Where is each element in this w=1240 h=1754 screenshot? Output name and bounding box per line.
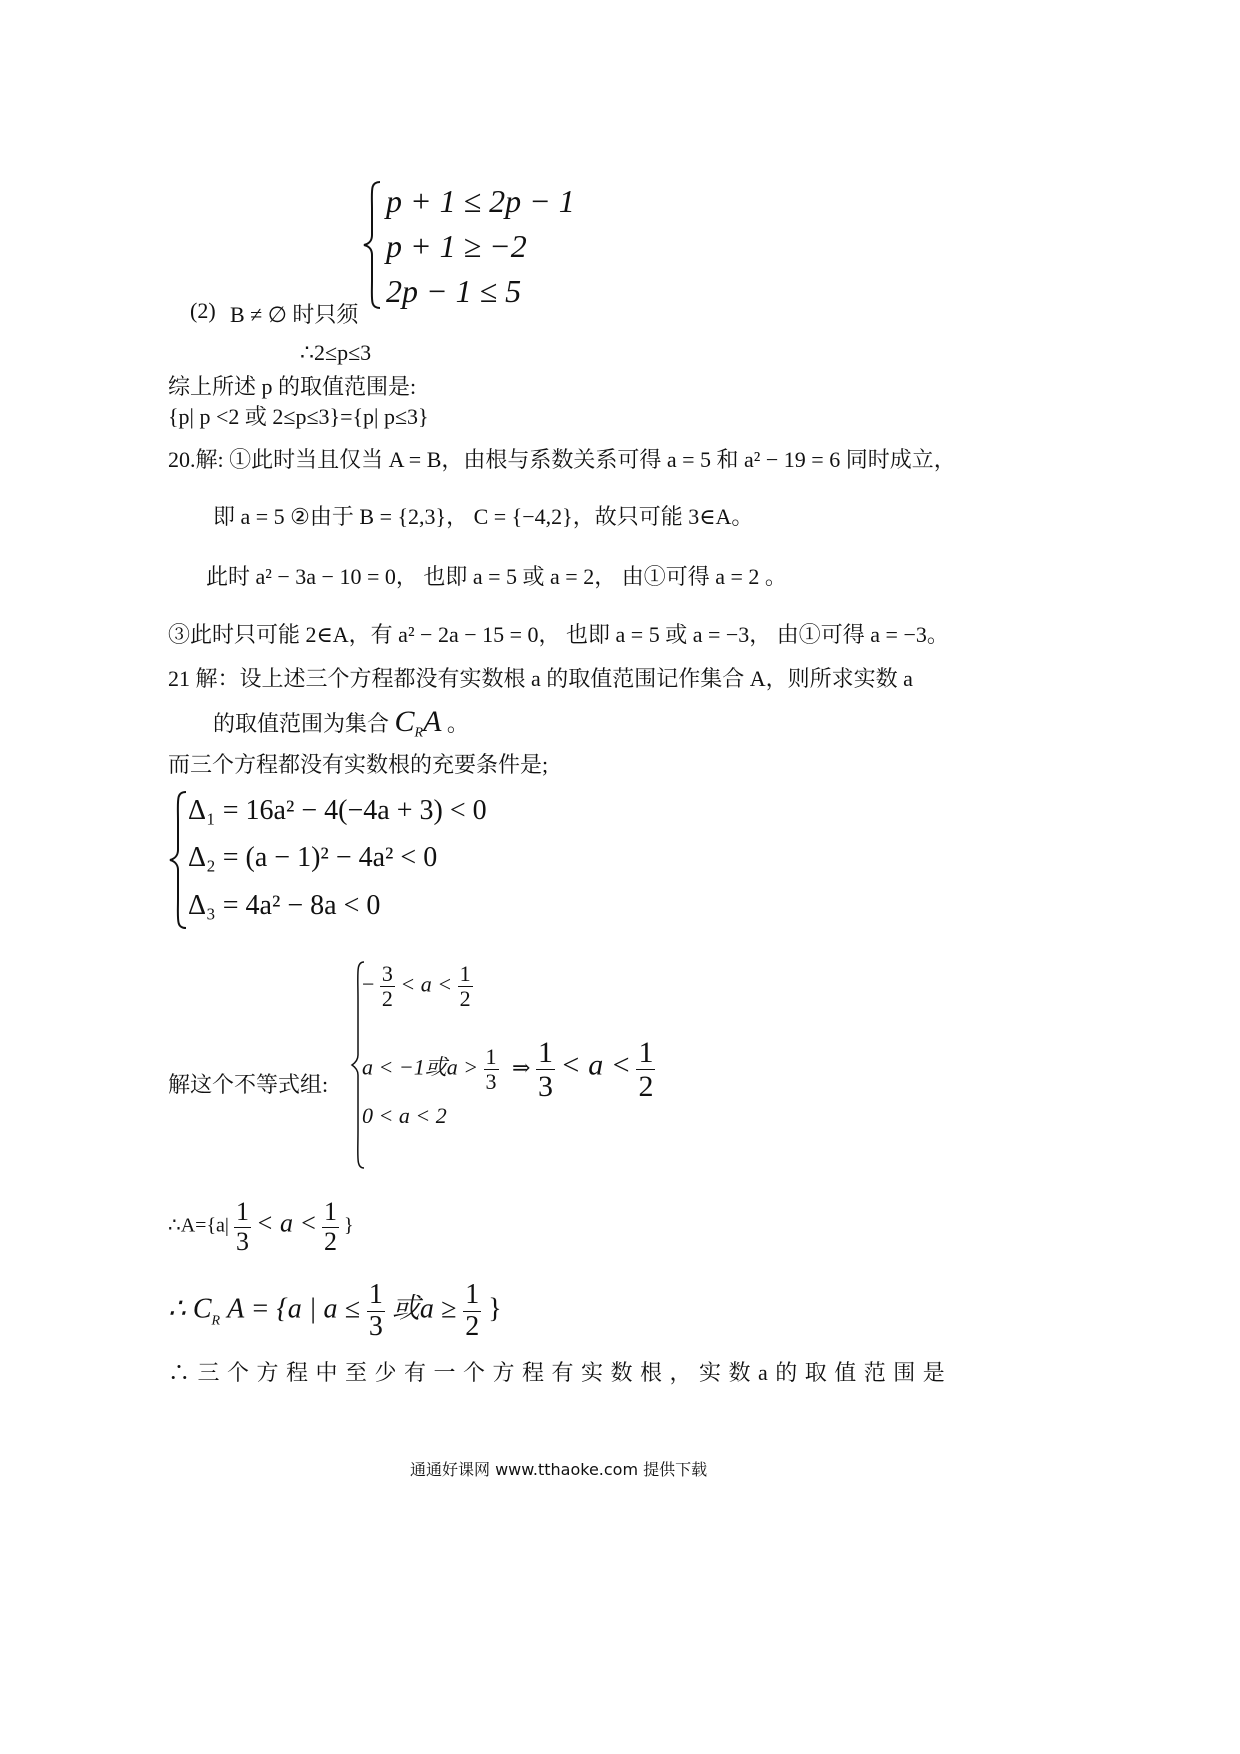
delta-1: Δ₁ = 16a² − 4(−4a + 3) < 0 bbox=[188, 795, 487, 826]
comp-den-2: 2 bbox=[465, 1310, 480, 1342]
part2-condition: B ≠ ∅ 时只须 bbox=[230, 302, 359, 327]
delta-3: Δ₃ = 4a² − 8a < 0 bbox=[188, 890, 381, 921]
q21-line-2-text: 的取值范围为集合 bbox=[213, 711, 390, 736]
system-line-2: p + 1 ≥ −2 bbox=[386, 228, 527, 264]
ineq-1-den-a: 2 bbox=[381, 986, 393, 1012]
q21-line-1: 21 解：设上述三个方程都没有实数根 a 的取值范围记作集合 A，则所求实数 a bbox=[168, 666, 913, 691]
result-den-1: 3 bbox=[537, 1070, 553, 1103]
set-a-mid: < a < bbox=[255, 1208, 318, 1238]
comp-sub: R bbox=[211, 1313, 221, 1329]
solve-label: 解这个不等式组: bbox=[168, 1072, 329, 1097]
ineq-1 bbox=[362, 962, 473, 1011]
ineq-1-mid: < a < bbox=[400, 971, 453, 997]
part2-label: (2) bbox=[190, 298, 216, 323]
comp-num-1: 1 bbox=[368, 1279, 383, 1310]
q20-line-3: 此时 a² − 3a − 10 = 0， 也即 a = 5 或 a = 2， 由①可得 a = 2 。 bbox=[206, 564, 787, 589]
q21-complement-sub: R bbox=[414, 725, 424, 741]
set-a-pre: ∴A={a| bbox=[168, 1214, 229, 1237]
ineq-1-frac-b bbox=[458, 962, 473, 1011]
comp-mid: A = {a | a ≤ bbox=[227, 1293, 360, 1325]
set-a-frac-1 bbox=[234, 1198, 251, 1256]
page-footer: 通通好课网 www.tthaoke.com 提供下载 bbox=[410, 1460, 708, 1479]
ineq-1-frac-a bbox=[380, 962, 395, 1011]
result-num-1: 1 bbox=[537, 1036, 553, 1069]
set-a-num-2: 1 bbox=[324, 1197, 338, 1226]
system-line-1: p + 1 ≤ 2p − 1 bbox=[386, 183, 575, 219]
q21-complement-a: A bbox=[423, 705, 442, 738]
comp-or: 或a ≥ bbox=[391, 1293, 457, 1325]
ineq-1-num-b: 1 bbox=[459, 961, 471, 986]
ineq-1-num-a: 3 bbox=[381, 961, 393, 986]
result-mid: < a < bbox=[560, 1048, 631, 1082]
comp-num-2: 1 bbox=[465, 1279, 480, 1310]
q21-conclusion: ∴ 三 个 方 程 中 至 少 有 一 个 方 程 有 实 数 根 ， 实 数 a 的 取 值 范 围 是 bbox=[168, 1360, 946, 1385]
result-frac-1 bbox=[536, 1036, 555, 1103]
part2-result: ∴2≤p≤3 bbox=[300, 340, 372, 365]
q21-line-2-end: 。 bbox=[446, 711, 469, 736]
set-a-post: } bbox=[344, 1214, 354, 1237]
ineq-2-frac bbox=[484, 1045, 499, 1094]
q21-line-2 bbox=[213, 705, 469, 741]
ineq-1-den-b: 2 bbox=[459, 986, 471, 1012]
result-frac-2 bbox=[636, 1036, 655, 1103]
q20-line-4: ③此时只可能 2∈A，有 a² − 2a − 15 = 0， 也即 a = 5 或 a = −3， 由①可得 a = −3。 bbox=[168, 622, 949, 647]
set-a-den-1: 3 bbox=[235, 1226, 249, 1256]
q21-complement-c: C bbox=[394, 705, 415, 738]
ineq-2 bbox=[362, 1036, 655, 1103]
implies-arrow: ⇒ bbox=[512, 1054, 531, 1080]
ineq-2-num: 1 bbox=[485, 1043, 497, 1069]
ineq-1-minus: − bbox=[362, 971, 375, 997]
ineq-2-text: a < −1或a > bbox=[362, 1054, 479, 1080]
summary-line-1: 综上所述 p 的取值范围是: bbox=[168, 374, 417, 399]
delta-2: Δ₂ = (a − 1)² − 4a² < 0 bbox=[188, 842, 438, 873]
left-brace-deltas bbox=[168, 790, 190, 930]
q20-line-1: 20.解: ①此时当且仅当 A = B，由根与系数关系可得 a = 5 和 a² − 19 = 6 同时成立， bbox=[168, 447, 956, 472]
result-den-2: 2 bbox=[638, 1070, 654, 1103]
q21-line-3: 而三个方程都没有实数根的充要条件是; bbox=[168, 752, 549, 777]
q20-line-2: 即 a = 5 ②由于 B = {2,3}， C = {−4,2}，故只可能 3∈A。 bbox=[213, 504, 754, 529]
result-num-2: 1 bbox=[638, 1036, 654, 1069]
summary-line-2: {p| p <2 或 2≤p≤3}={p| p≤3} bbox=[168, 404, 429, 429]
comp-frac-2 bbox=[463, 1280, 481, 1343]
comp-post: } bbox=[488, 1293, 502, 1325]
comp-frac-1 bbox=[367, 1280, 385, 1343]
comp-pre: ∴ C bbox=[168, 1293, 212, 1325]
complement-set bbox=[168, 1280, 502, 1343]
ineq-2-den: 3 bbox=[485, 1069, 497, 1094]
ineq-3: 0 < a < 2 bbox=[362, 1103, 447, 1128]
set-a-den-2: 2 bbox=[324, 1226, 338, 1256]
set-a-frac-2 bbox=[322, 1198, 339, 1256]
system-line-3: 2p − 1 ≤ 5 bbox=[386, 273, 522, 309]
set-a bbox=[168, 1198, 354, 1256]
left-brace-part2 bbox=[362, 180, 384, 310]
set-a-num-1: 1 bbox=[235, 1197, 249, 1226]
comp-den-1: 3 bbox=[368, 1310, 383, 1342]
